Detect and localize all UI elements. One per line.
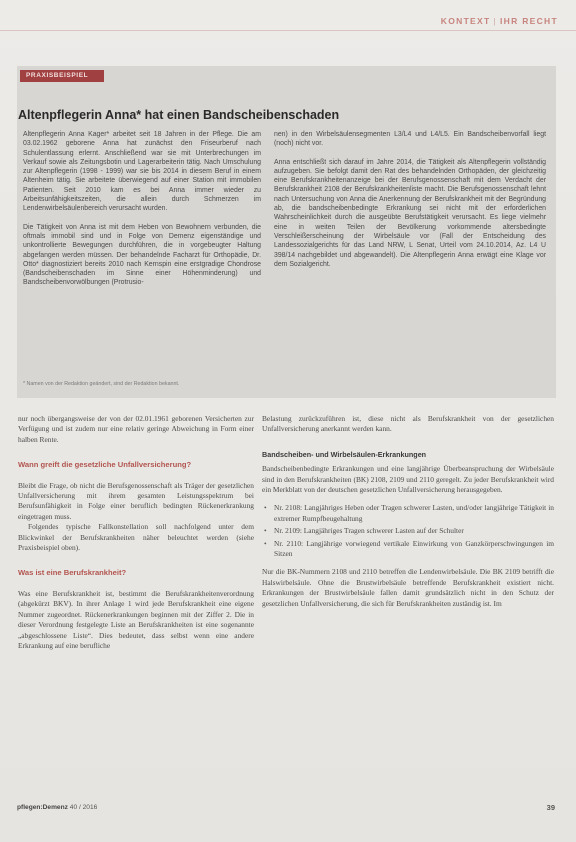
body-right-column: [262, 414, 554, 609]
running-header: [441, 16, 558, 26]
case-study-footnote: * Namen von der Redaktion geändert, sind der Redaktion bekannt.: [23, 381, 180, 387]
case-study-right-column: [274, 130, 546, 278]
page-number: 39: [546, 803, 555, 812]
publication-name: pflegen:Demenz: [17, 804, 68, 811]
section-heading: Bandscheiben- und Wirbelsäulen-Erkrankungen: [262, 449, 427, 459]
case-study-paragraph: Altenpflegerin Anna Kager* arbeitet seit 18 Jahren in der Pflege. Die am 03.02.1962 geborene Anna hat zunächst den Friseurberuf nach Schulentlassung erlernt. Anschließend war sie mit Unterbrechungen im Verkauf sowie als Zeitungsbotin und Lagerarbeiterin tätig. Nach Umschulung zur Altenpflegerin (1998 - 1999) war sie bis 2014 in diesem Beruf in einem Altenheim tätig. Sie arbeitete überwiegend auf einer Station mit immobilen Patienten. Seit 2010 kam es bei Anna immer wieder zu Arbeitsunfähigkeitszeiten, die allein durch Schmerzen im Lendenwirbelsäulenbereich verursacht wurden.: [23, 131, 261, 213]
header-subsection: IHR RECHT: [500, 16, 558, 26]
list-item: • Nr. 2108: Langjähriges Heben oder Tragen schwerer Lasten, und/oder langjährige Tätigkeit in extremer Rumpfbeugehaltung: [262, 503, 554, 524]
body-paragraph: Folgendes typische Fallkonstellation soll nachfolgend unter dem Blickwinkel der Berufskrankheiten näher beleuchtet werden (siehe Praxisbeispiel oben).: [18, 522, 254, 553]
case-study-tag: PRAXISBEISPIEL: [20, 70, 104, 82]
case-study-paragraph: Anna entschließt sich darauf im Jahre 2014, die Tätigkeit als Altenpflegerin vollständig aufzugeben. Sie befolgt damit den Rat des behandelnden Orthopäden, der gleichzeitig eine Berufskrankheitenanzeige bei der Berufsgenossenschaft mit dem Verdacht der Berufskrankheit 2108 der Berufskrankheitenliste macht. Die Berufsgenossenschaft lehnt nach Untersuchung von Anna die Anerkennung der Berufskrankheit mit der Begründung ab, die bandscheibenbedingte Erkrankung sei nicht mit der erforderlichen Wahrscheinlichkeit durch die ausgeübte Berufstätigkeit verursacht. Es liege vielmehr eine in weiten Teilen der Bevölkerung vorkommende altersbedingte Verschleißerscheinung der Wirbelsäule vor (Fall der Entscheidung des Landessozialgerichts für das Land NRW, L Senat, Urteil vom 24.10.2014, Az. L4 U 398/14 nachgebildet und abgewandelt). Die Altenpflegerin Anna erwägt eine Klage vor dem Sozialgericht.: [274, 158, 546, 268]
section-heading: Was ist eine Berufskrankheit?: [18, 568, 127, 578]
case-study-title: Altenpflegerin Anna* hat einen Bandscheibenschaden: [18, 108, 340, 122]
case-study-left-column: [23, 130, 261, 297]
list-item: • Nr. 2110: Langjährige vorwiegend vertikale Einwirkung von Ganzkörperschwingungen im Sitzen: [262, 539, 554, 560]
bk-list: [262, 503, 554, 559]
body-paragraph: Was eine Berufskrankheit ist, bestimmt die Berufskrankheitenverordnung (abgekürzt BKV). In ihrer Anlage 1 wird jede Berufskrankheit eine eigene Nummer zugeordnet. Rückenerkrankungen beginnen mit der Ziffer 2. Die in dieser Verordnung festgelegte Liste an Berufskrankheiten ist eine sogenannte „abgeschlossene Liste“. Dies bedeutet, dass selbst wenn eine andere Erkrankung auf eine berufliche: [18, 588, 254, 650]
section-heading: Wann greift die gesetzliche Unfallversicherung?: [18, 460, 192, 470]
body-paragraph: Bandscheibenbedingte Erkrankungen und eine langjährige Überbeanspruchung der Wirbelsäule sind in den Berufskrankheiten (BK) 2108, 2109 und 2110 geregelt. Zu jeder Berufskrankheit wird ein Merkblatt von der deutschen gesetzlichen Unfallversicherung herausgegeben.: [262, 464, 554, 495]
body-paragraph: Belastung zurückzuführen ist, diese nicht als Berufskrankheit von der gesetzlichen Unfallversicherung anerkannt werden kann.: [262, 414, 554, 434]
header-rule: [0, 30, 576, 31]
body-paragraph: Nur die BK-Nummern 2108 und 2110 betreffen die Lendenwirbelsäule. Die BK 2109 betrifft die Halswirbelsäule. Ohne die Brustwirbelsäule betreffende Berufskrankheit existiert nicht. Erkrankungen der Brustwirbelsäule fallen damit grundsätzlich nicht in den Schutz der gesetzlichen Unfallversicherung, die sich für Berufskrankheiten zuständig ist. Im: [262, 567, 554, 608]
publication-footer: [17, 804, 97, 811]
case-study-paragraph: nen) in den Wirbelsäulensegmenten L3/L4 und L4/L5. Ein Bandscheibenvorfall liegt (noch) nicht vor.: [274, 131, 546, 148]
body-paragraph: Bleibt die Frage, ob nicht die Berufsgenossenschaft als Träger der gesetzlichen Unfallversicherung mit ihrem gesamten Leistungsspektrum bei Berufsunfähigkeit in Folge einer beruflich bedingten Rückenerkrankung eingetragen muss.: [18, 480, 254, 521]
body-paragraph: nur noch übergangsweise der von der 02.01.1961 geborenen Versicherten zur Verfügung und ist zudem nur eine relativ geringe Abweichung in Form einer halben Rente.: [18, 414, 254, 444]
header-separator: |: [493, 16, 498, 26]
list-item: • Nr. 2109: Langjähriges Tragen schwerer Lasten auf der Schulter: [262, 526, 554, 536]
case-study-paragraph: Die Tätigkeit von Anna ist mit dem Heben von Bewohnern verbunden, die oftmals immobil sind und in Folge von Demenz eigenständige und unkontrollierte Bewegungen durchführen, die in vorgebeugter Haltung abgefangen werden müssen. Der behandelnde Facharzt für Orthopädie, Dr. Otto* diagnostiziert bereits 2010 nach Kernspin eine erstgradige Chondrose (Bandscheibenschaden im Sinne einer Höhenminderung) und Bandscheibenvorwölbungen (Protrusio-: [23, 223, 261, 287]
header-section: KONTEXT: [440, 16, 491, 26]
body-left-column: [18, 414, 254, 651]
issue-number: 40 / 2016: [69, 804, 98, 811]
